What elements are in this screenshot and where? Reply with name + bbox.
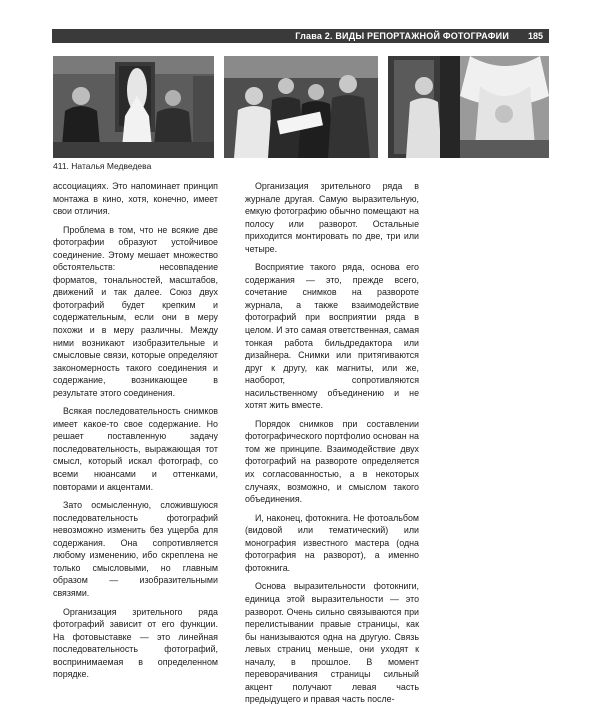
chapter-title: Глава 2. ВИДЫ РЕПОРТАЖНОЙ ФОТОГРАФИИ <box>295 31 509 41</box>
paragraph: Зато осмысленную, сложившуюся последовательность фотографий невозможно изменить без ущерба для содержания. Она сопротивляется любому изменению, ибо скреплена не только смысловыми, но главным образом — изобразительными связями. <box>53 500 218 598</box>
paragraph: Организация зрительного ряда в журнале другая. Самую выразительную, емкую фотографию обычно помещают на полосу или разворот. Остальные приходится монтировать по две, три или четыре. <box>245 181 419 254</box>
paragraph: Восприятие такого ряда, основа его содержания — это, прежде всего, сочетание снимков на развороте журнала, а также взаимодействие фотографий при восприятии ряда в целом. И это самая ответственная, самая тонкая работа бильдредактора или дизайнера. Снимки или притягиваются друг к другу, как магниты, или же, наоборот, сопротивляются насильственному объединению и не хотят жить вместе. <box>245 262 419 411</box>
text-column-right <box>245 180 419 706</box>
photo-bride <box>460 56 549 158</box>
paragraph: Проблема в том, что не всякие две фотографии образуют устойчивое соединение. Этому мешает множество обстоятельств: несовпадение форматов, тональностей, масштабов, движений и так далее. Союз двух фотографий будет крепким и содержательным, если они в меру похожи и в меру различны. Между ними возникают изобразительные и смысловые связи, которые определяют закономерность такого соединения и содержание, возникающее в результате этого соединения. <box>53 224 218 398</box>
photo-crowd <box>224 56 378 158</box>
paragraph: Организация зрительного ряда фотографий зависит от его функции. На фотовыставке — это линейная последовательность фотографий, воспринимаемая в определенном порядке. <box>53 606 218 680</box>
photo-wedding-room <box>53 56 214 158</box>
paragraph: Основа выразительности фотокниги, единица этой выразительности — это разворот. Очень сильно связываются при перелистывании правые страницы, как бы нанизываются одна на другую. Связь левых страниц меньше, они уходят к началу, в прошлое. В момент переворачивания страницы сильный акцент получают левая часть предыдущего и правая часть после- <box>245 581 419 705</box>
paragraph: Всякая последовательность снимков имеет какое-то свое содержание. Но решает поставленную задачу последовательность, выражающая тот смысл, который искал фотограф, со всеми нюансами и оттенками, повторами и акцентами. <box>53 406 218 492</box>
paragraph: И, наконец, фотокнига. Не фотоальбом (видовой или тематический) или монография известного мастера (одна фотография на разворот), а именно фотокнига. <box>245 512 419 573</box>
photo-caption: 411. Наталья Медведева <box>53 161 152 171</box>
photo-doorway <box>388 56 460 158</box>
text-column-left <box>53 180 218 681</box>
page-number: 185 <box>527 31 543 41</box>
running-header <box>52 29 549 43</box>
paragraph: ассоциациях. Это напоминает принцип монтажа в кино, хотя, конечно, имеет свои отличия. <box>53 181 218 217</box>
paragraph: Порядок снимков при составлении фотографического портфолио основан на том же принципе. Взаимодействие двух фотографий на развороте определяется их согласованностью, а в некоторых случаях, возможно, и смыслом такого объединения. <box>245 418 419 505</box>
